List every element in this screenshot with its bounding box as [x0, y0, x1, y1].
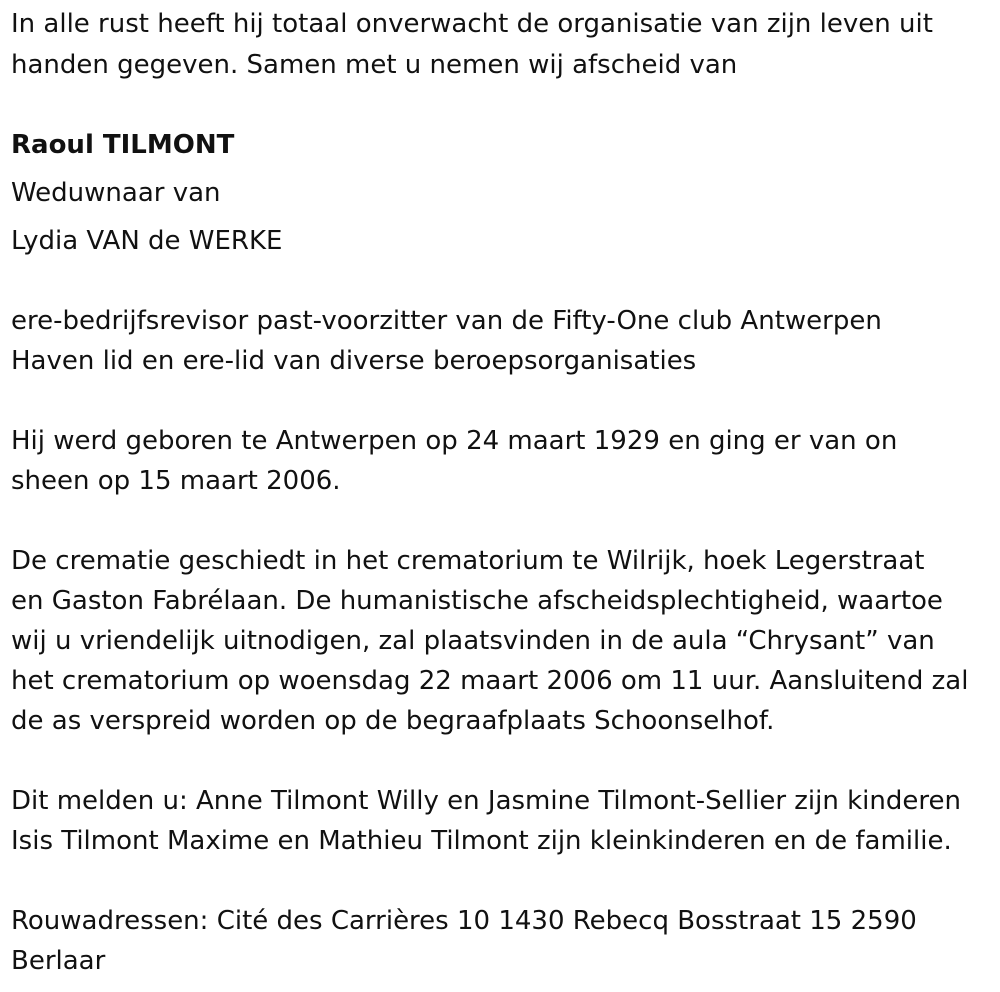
addresses-text-line: Berlaar — [11, 946, 106, 976]
titles-text-line: ere-bedrijfsrevisor past-voorzitter van de Fifty-One club Antwerpen — [11, 306, 882, 336]
addresses-text-line: Rouwadressen: Cité des Carrières 10 1430 Rebecq Bosstraat 15 2590 — [11, 906, 917, 936]
family-text-line: Isis Tilmont Maxime en Mathieu Tilmont zijn kleinkinderen en de familie. — [11, 826, 952, 856]
birth-death-text-line: sheen op 15 maart 2006. — [11, 466, 341, 496]
ceremony-text-line: en Gaston Fabrélaan. De humanistische afscheidsplechtigheid, waartoe — [11, 586, 943, 616]
ceremony-text-line: wij u vriendelijk uitnodigen, zal plaatsvinden in de aula “Chrysant” van — [11, 626, 935, 656]
spouse-name: Lydia VAN de WERKE — [11, 226, 283, 256]
birth-death-text-line: Hij werd geboren te Antwerpen op 24 maart 1929 en ging er van on — [11, 426, 898, 456]
ceremony-text-line: De crematie geschiedt in het crematorium te Wilrijk, hoek Legerstraat — [11, 546, 925, 576]
intro-text-line: handen gegeven. Samen met u nemen wij afscheid van — [11, 50, 738, 80]
intro-text-line: In alle rust heeft hij totaal onverwacht de organisatie van zijn leven uit — [11, 9, 933, 39]
relation-label: Weduwnaar van — [11, 178, 221, 208]
ceremony-text-line: het crematorium op woensdag 22 maart 2006 om 11 uur. Aansluitend zal — [11, 666, 969, 696]
ceremony-text-line: de as verspreid worden op de begraafplaats Schoonselhof. — [11, 706, 775, 736]
titles-text-line: Haven lid en ere-lid van diverse beroepsorganisaties — [11, 346, 697, 376]
family-text-line: Dit melden u: Anne Tilmont Willy en Jasmine Tilmont-Sellier zijn kinderen — [11, 786, 961, 816]
deceased-name: Raoul TILMONT — [11, 130, 235, 160]
